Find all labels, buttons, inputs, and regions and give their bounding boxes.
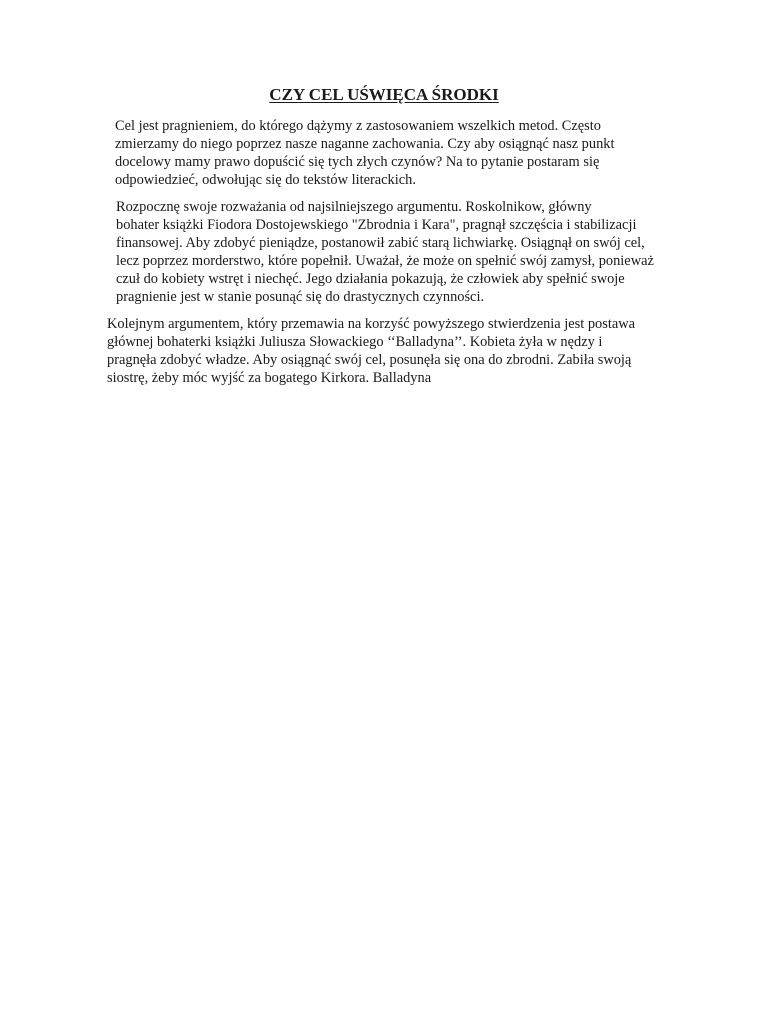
document-body bbox=[90, 117, 680, 396]
paragraph-line: odpowiedzieć, odwołując się do tekstów literackich. bbox=[115, 172, 416, 188]
paragraph-3 bbox=[90, 315, 680, 387]
paragraph-line: Rozpocznę swoje rozważania od najsilniejszego argumentu. Roskolnikow, główny bbox=[116, 199, 592, 215]
paragraph-line: lecz poprzez morderstwo, które popełnił. Uważał, że może on spełnić swój zamysł, ponieważ bbox=[116, 253, 654, 269]
paragraph-line: zmierzamy do niego poprzez nasze naganne zachowania. Czy aby osiągnąć nasz punkt bbox=[115, 136, 615, 152]
paragraph-line: bohater książki Fiodora Dostojewskiego "Zbrodnia i Kara", pragnął szczęścia i stabilizacji bbox=[116, 217, 637, 233]
paragraph-line: pragnęła zdobyć władze. Aby osiągnąć swój cel, posunęła się ona do zbrodni. Zabiła swoją bbox=[107, 352, 632, 368]
paragraph-line: pragnienie jest w stanie posunąć się do drastycznych czynności. bbox=[116, 289, 485, 305]
paragraph-line: siostrę, żeby móc wyjść za bogatego Kirkora. Balladyna bbox=[107, 370, 432, 386]
document-title: CZY CEL UŚWIĘCA ŚRODKI bbox=[269, 85, 499, 104]
paragraph-line: finansowej. Aby zdobyć pieniądze, postanowił zabić starą lichwiarkę. Osiągnął on swój cel, bbox=[116, 235, 645, 251]
paragraph-1 bbox=[90, 117, 680, 189]
paragraph-line: docelowy mamy prawo dopuścić się tych złych czynów? Na to pytanie postaram się bbox=[115, 154, 600, 170]
paragraph-line: czuł do kobiety wstręt i niechęć. Jego działania pokazują, że człowiek aby spełnić swoje bbox=[116, 271, 625, 287]
paragraph-line: głównej bohaterki książki Juliusza Słowackiego ‘‘Balladyna’’. Kobieta żyła w nędzy i bbox=[107, 334, 603, 350]
paragraph-2 bbox=[90, 198, 680, 306]
paragraph-line: Cel jest pragnieniem, do którego dążymy z zastosowaniem wszelkich metod. Często bbox=[115, 118, 601, 134]
paragraph-line: Kolejnym argumentem, który przemawia na korzyść powyższego stwierdzenia jest postawa bbox=[107, 316, 636, 332]
